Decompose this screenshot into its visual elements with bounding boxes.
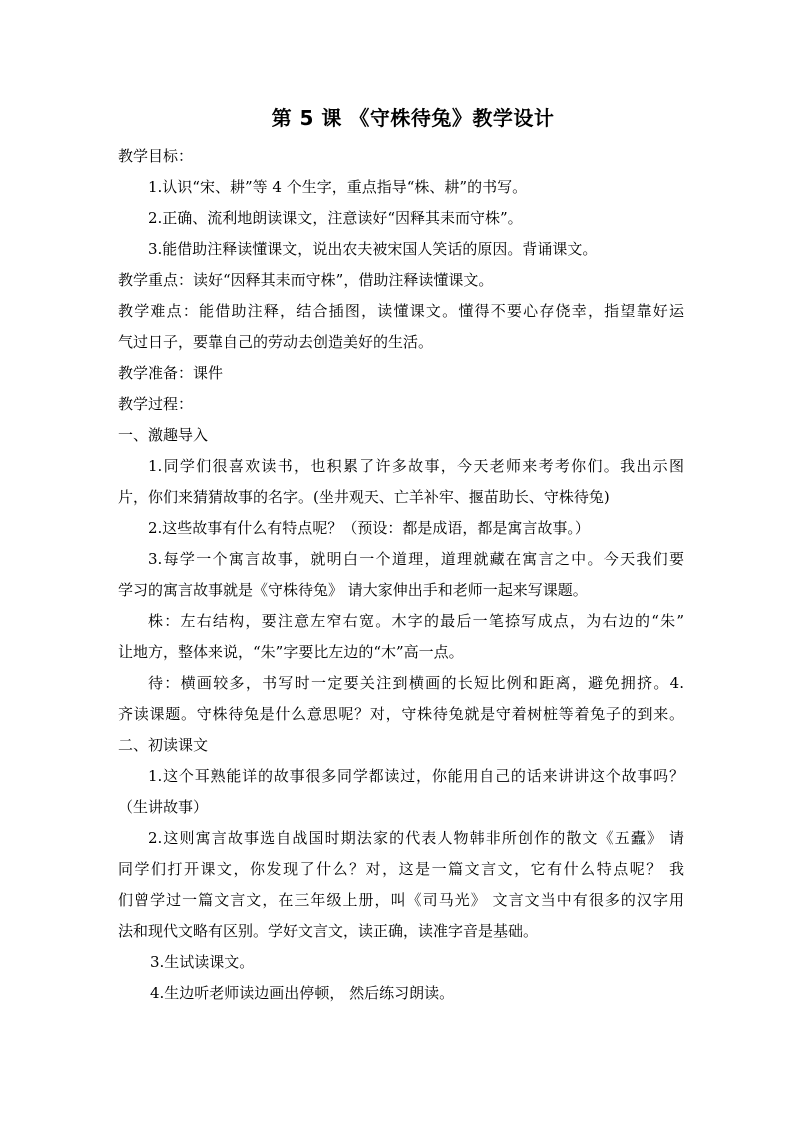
paragraph-line: 1.这个耳熟能详的故事很多同学都读过，你能用自己的话来讲讲这个故事吗？ (148, 767, 684, 785)
paragraph-line: 2.这则寓言故事选自战国时期法家的代表人物韩非所创作的散文《五蠹》 请 (148, 829, 684, 847)
objective-1: 1.认识“宋、耕”等 4 个生字，重点指导“株、耕”的书写。 (148, 178, 528, 196)
section-heading-first-reading: 二、初读课文 (118, 736, 209, 754)
paragraph-line: （生讲故事） (118, 798, 209, 816)
objective-3: 3.能借助注释读懂课文，说出农夫被宋国人笑话的原因。背诵课文。 (148, 240, 598, 258)
section-heading-objectives: 教学目标： (118, 147, 194, 165)
paragraph-line: 让地方，整体来说，“朱”字要比左边的“木”高一点。 (118, 643, 464, 661)
paragraph-line: 株：左右结构，要注意左窄右宽。木字的最后一笔捺写成点，为右边的“朱” (148, 612, 684, 630)
paragraph-line: 3.每学一个寓言故事，就明白一个道理，道理就藏在寓言之中。今天我们要 (148, 550, 684, 568)
preparation: 教学准备：课件 (118, 364, 224, 382)
paragraph-line: 1.同学们很喜欢读书，也积累了许多故事，今天老师来考考你们。我出示图 (148, 457, 684, 475)
paragraph-line: 法和现代文略有区别。学好文言文，读正确，读准字音是基础。 (118, 922, 539, 940)
paragraph-line: 待：横画较多，书写时一定要关注到横画的长短比例和距离，避免拥挤。4. (148, 674, 684, 692)
section-heading-process: 教学过程： (118, 395, 194, 413)
difficulty-line-2: 气过日子，要靠自己的劳动去创造美好的生活。 (118, 333, 434, 351)
paragraph-line: 齐读课题。守株待兔是什么意思呢？对，守株待兔就是守着树桩等着兔子的到来。 (118, 705, 684, 723)
paragraph-line: 同学们打开课文，你发现了什么？对，这是一篇文言文，它有什么特点呢？ 我 (118, 860, 684, 878)
paragraph-line: 4.生边听老师读边画出停顿， 然后练习朗读。 (150, 984, 455, 1002)
document-body (118, 141, 684, 1009)
paragraph-line: 片，你们来猜猜故事的名字。(坐井观天、亡羊补牢、揠苗助长、守株待兔) (118, 488, 610, 506)
key-point: 教学重点：读好“因释其耒而守株”，借助注释读懂课文。 (118, 271, 494, 289)
paragraph-line: 2.这些故事有什么有特点呢？（预设：都是成语，都是寓言故事。） (148, 519, 590, 537)
section-heading-intro: 一、激趣导入 (118, 426, 209, 444)
document-title: 第 5 课 《守株待兔》教学设计 (271, 106, 555, 130)
objective-2: 2.正确、流利地朗读课文，注意读好“因释其耒而守株”。 (148, 209, 523, 227)
paragraph-line: 们曾学过一篇文言文，在三年级上册，叫《司马光》 文言文当中有很多的汉字用 (118, 891, 684, 909)
paragraph-line: 3.生试读课文。 (150, 953, 255, 971)
difficulty-line-1: 教学难点：能借助注释，结合插图，读懂课文。懂得不要心存侥幸，指望靠好运 (118, 302, 684, 320)
paragraph-line: 学习的寓言故事就是《守株待兔》 请大家伸出手和老师一起来写课题。 (118, 581, 588, 599)
